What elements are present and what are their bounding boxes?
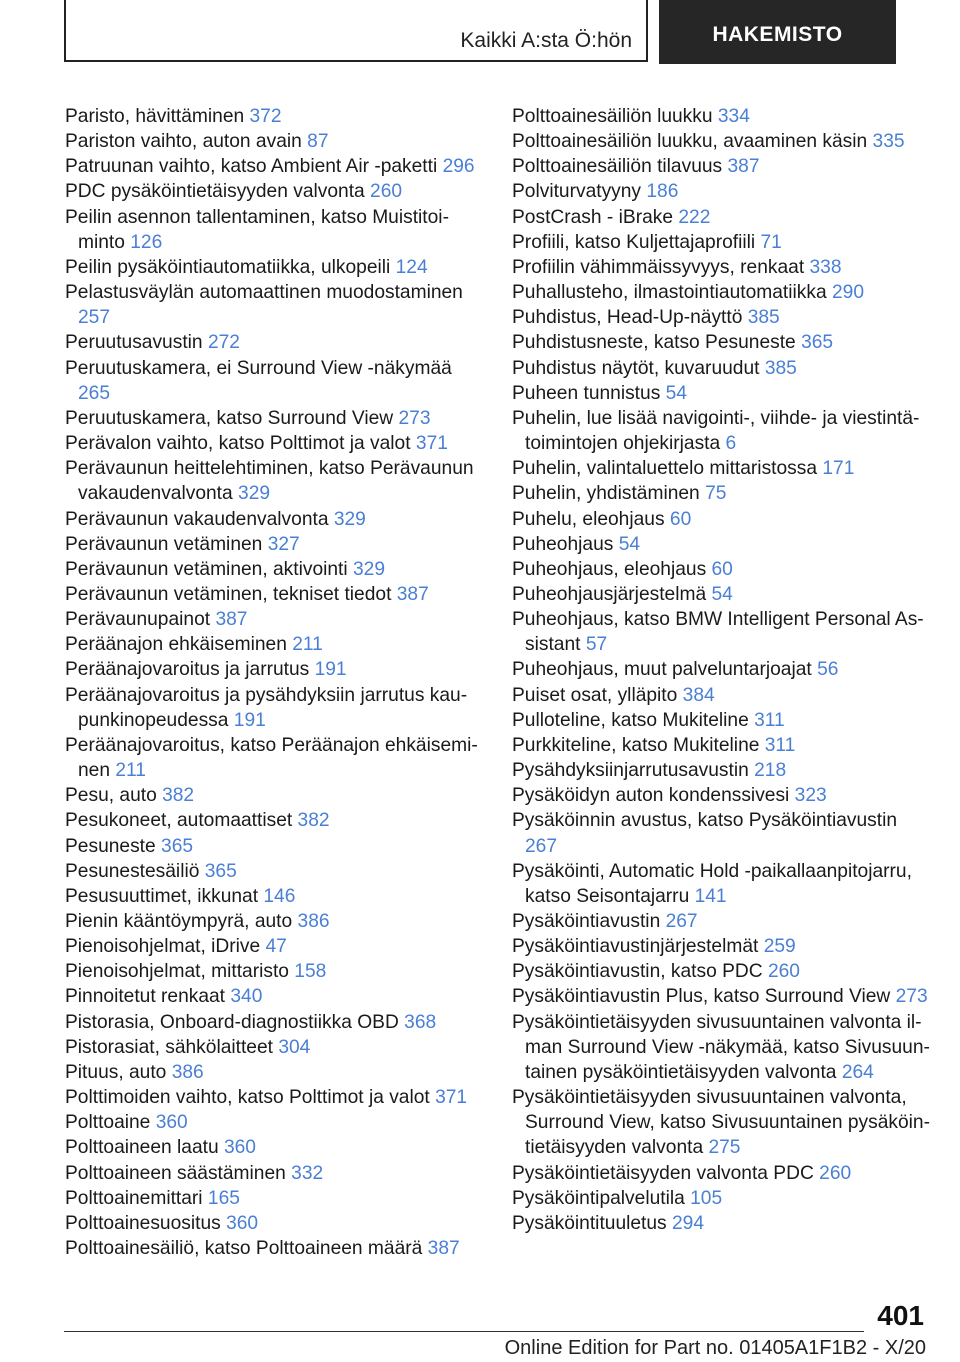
page-link[interactable]: 329 (238, 483, 271, 505)
index-entry-text: Peräänajon ehkäiseminen (65, 634, 287, 656)
index-entry (65, 582, 485, 607)
index-entry (65, 179, 485, 204)
index-entry-text: Paristo, hävittäminen (65, 106, 245, 127)
index-entry-text: Pesukoneet, automaattiset (65, 810, 293, 832)
index-entry-text: Pulloteline, katso Mukiteline (512, 709, 749, 731)
page-link[interactable]: 327 (267, 533, 300, 555)
index-entry (65, 657, 485, 682)
index-entry (65, 255, 485, 280)
index-entry (512, 783, 932, 808)
page-link[interactable]: 260 (767, 961, 800, 983)
index-entry-text: Pysäköintietäisyyden valvonta PDC (512, 1162, 814, 1184)
page-link[interactable]: 338 (809, 256, 842, 278)
index-entry-text: Puhdistusneste, katso Pesuneste (512, 332, 796, 354)
page-link[interactable]: 267 (525, 835, 558, 857)
page-link[interactable]: 222 (678, 206, 711, 228)
index-entry-text: Polttoaineen säästäminen (65, 1162, 286, 1184)
index-entry-text: Pysäköintituuletus (512, 1212, 667, 1234)
page-link[interactable]: 259 (763, 936, 796, 958)
page-link[interactable]: 126 (130, 231, 163, 253)
index-entry (512, 255, 932, 280)
index-entry (512, 934, 932, 959)
index-entry-text: Peräänajovaroitus ja jarrutus (65, 659, 310, 681)
page-link[interactable]: 385 (747, 307, 780, 329)
index-entry-text: Pituus, auto (65, 1061, 167, 1083)
page-link[interactable]: 265 (78, 382, 111, 404)
index-entry-text: Polttoaine (65, 1112, 151, 1134)
index-entry (65, 959, 485, 984)
index-entry (65, 356, 485, 406)
index-entry-text: Pistorasiat, sähkölaitteet (65, 1036, 273, 1058)
index-entry-text: Perävaunun vetäminen, aktivointi (65, 558, 348, 580)
page-link[interactable]: 257 (78, 307, 111, 329)
index-entry-text: Polttoainesäiliön luukku (512, 106, 713, 127)
index-entry-text: Pesunestesäiliö (65, 860, 200, 882)
tab-a-to-z-label: Kaikki A:sta Ö:hön (460, 29, 632, 52)
page-link[interactable]: 171 (822, 458, 855, 480)
index-entry (65, 1186, 485, 1211)
page-link[interactable]: 290 (831, 282, 864, 304)
page-link[interactable]: 273 (398, 407, 431, 429)
index-entry (512, 733, 932, 758)
tab-a-to-z[interactable] (64, 0, 648, 62)
index-entry-text: Perävaunun vetäminen (65, 533, 263, 555)
index-entry (65, 1035, 485, 1060)
index-entry-text: Perävaunupainot (65, 609, 211, 631)
index-entry (512, 507, 932, 532)
index-entry-text: Peilin asennon tallentaminen, katso Muistitoiminto (65, 206, 449, 253)
index-entry (65, 557, 485, 582)
page-link[interactable]: 386 (297, 911, 330, 932)
page-link[interactable]: 329 (333, 508, 366, 530)
index-entry (65, 406, 485, 431)
index-entry-text: Peräänajovaroitus ja pysähdyksiin jarrutus kaupunkinopeudessa (65, 684, 468, 731)
index-entry (65, 330, 485, 355)
index-entry-text: Polttoainesuositus (65, 1212, 221, 1234)
index-entry-text: Pesusuuttimet, ikkunat (65, 885, 259, 907)
index-entry (512, 104, 932, 129)
index-entry (512, 959, 932, 984)
index-entry (65, 1085, 485, 1110)
index-entry (65, 280, 485, 330)
page-link[interactable]: 360 (155, 1112, 188, 1134)
page-link[interactable]: 334 (717, 106, 750, 127)
page-link[interactable]: 272 (207, 332, 240, 354)
index-entry (512, 356, 932, 381)
index-entry-text: Pelastusväylän automaattinen muodostaminen (65, 282, 463, 304)
index-entry (512, 657, 932, 682)
index-entry-text: Pysäköinti, Automatic Hold ‑paikallaanpitojarru, katso Seisontajarru (512, 860, 912, 907)
index-entry-text: Puheohjaus, eleohjaus (512, 558, 707, 580)
page-link[interactable]: 6 (725, 433, 737, 455)
page-link[interactable]: 387 (396, 583, 429, 605)
index-entry-text: Puheen tunnistus (512, 382, 661, 404)
index-entry (65, 632, 485, 657)
page-link[interactable]: 105 (690, 1187, 723, 1209)
index-entry (65, 1135, 485, 1160)
index-entry-text: Patruunan vaihto, katso Ambient Air ‑paketti (65, 156, 438, 178)
page-link[interactable]: 260 (819, 1162, 852, 1184)
index-entry (512, 330, 932, 355)
page-link[interactable]: 186 (646, 181, 679, 203)
index-entry-text: Pysähdyksiinjarrutusavustin (512, 760, 749, 782)
index-entry-text: Puheohjausjärjestelmä (512, 583, 707, 605)
page-link[interactable]: 54 (665, 382, 687, 404)
page-link[interactable]: 386 (171, 1061, 204, 1083)
index-entry-text: Puhallusteho, ilmastointiautomatiikka (512, 282, 827, 304)
index-entry-text: Pysäköintietäisyyden sivusuuntainen valvonta ilman Surround View ‑näkymää, katso Sivusuuntainen pysäköintietäisyyden valvonta (512, 1011, 930, 1083)
page-link[interactable]: 360 (223, 1137, 256, 1159)
index-entry (512, 1085, 932, 1160)
index-entry-text: Pienoisohjelmat, iDrive (65, 936, 261, 958)
index-entry (512, 280, 932, 305)
index-entry-text: Pienin kääntöympyrä, auto (65, 911, 293, 932)
index-entry-text: Perävaunun vakaudenvalvonta (65, 508, 329, 530)
footer-divider (64, 1331, 864, 1332)
index-entry-text: Polttoainesäiliön luukku, avaaminen käsin (512, 131, 868, 153)
page-link[interactable]: 47 (265, 936, 287, 958)
page-link[interactable]: 387 (727, 156, 760, 178)
index-entry (65, 909, 485, 934)
page-link[interactable]: 60 (711, 558, 733, 580)
page-link[interactable]: 275 (708, 1137, 741, 1159)
page-link[interactable]: 368 (404, 1011, 437, 1033)
page-link[interactable]: 146 (263, 885, 296, 907)
index-entry (65, 532, 485, 557)
index-entry-text: Pinnoitetut renkaat (65, 986, 226, 1008)
page-link[interactable]: 296 (442, 156, 475, 178)
page-link[interactable]: 382 (162, 785, 195, 807)
page-link[interactable]: 57 (585, 634, 608, 656)
index-entry (65, 1161, 485, 1186)
page-link[interactable]: 124 (395, 256, 428, 278)
page-link[interactable]: 60 (669, 508, 692, 530)
index-entry (512, 481, 932, 506)
index-entry-text: Pysäköintiavustinjärjestelmät (512, 936, 759, 958)
index-entry (65, 1010, 485, 1035)
page-number: 401 (877, 1300, 924, 1331)
index-entry (512, 381, 932, 406)
index-entry-text: Pysäköintiavustin, katso PDC (512, 961, 763, 983)
index-entry-text: Peilin pysäköintiautomatiikka, ulkopeili (65, 256, 391, 278)
index-entry (512, 582, 932, 607)
index-entry (65, 607, 485, 632)
page-link[interactable]: 56 (817, 659, 839, 681)
index-entry (512, 607, 932, 657)
index-entry-text: Pysäköidyn auton kondenssivesi (512, 785, 790, 807)
index-entry (65, 733, 485, 783)
page-link[interactable]: 141 (694, 885, 727, 907)
index-entry-text: Pariston vaihto, auton avain (65, 131, 302, 153)
index-entry (65, 859, 485, 884)
page-link[interactable]: 158 (294, 961, 327, 983)
index-entry-text: Puheohjaus (512, 533, 614, 555)
index-entry-text: Puhelu, eleohjaus (512, 508, 665, 530)
index-entry (65, 456, 485, 506)
index-entry (512, 1161, 932, 1186)
page-link[interactable]: 385 (764, 357, 797, 379)
index-entry-text: Purkkiteline, katso Mukiteline (512, 734, 760, 756)
index-column-left (65, 104, 485, 1261)
page-link[interactable]: 165 (207, 1187, 240, 1209)
index-entry-text: Polviturvatyyny (512, 181, 642, 203)
index-entry-text: Peruutuskamera, ei Surround View ‑näkymää (65, 357, 452, 379)
index-entry (65, 129, 485, 154)
index-entry (512, 1010, 932, 1085)
index-entry-text: Profiili, katso Kuljettajaprofiili (512, 231, 756, 253)
index-entry-text: Pistorasia, Onboard-diagnostiikka OBD (65, 1011, 399, 1033)
page-link[interactable]: 54 (618, 533, 641, 555)
index-entry-text: Puheohjaus, muut palveluntarjoajat (512, 659, 812, 681)
page-link[interactable]: 264 (841, 1061, 874, 1083)
index-entry-text: Peräänajovaroitus, katso Peräänajon ehkäiseminen (65, 734, 478, 782)
index-entry-text: Pienoisohjelmat, mittaristo (65, 961, 289, 983)
index-entry-text: Puhelin, valintaluettelo mittaristossa (512, 458, 818, 480)
tab-index-label: HAKEMISTO (712, 23, 843, 46)
index-entry (65, 834, 485, 859)
page-link[interactable]: 360 (226, 1212, 259, 1234)
index-entry-text: Puhdistus, Head-Up-näyttö (512, 307, 743, 329)
index-entry-text: Pesu, auto (65, 785, 157, 807)
index-entry-text: Profiilin vähimmäissyvyys, renkaat (512, 256, 805, 278)
index-entry-text: Pysäköintiavustin Plus, katso Surround View (512, 986, 891, 1008)
index-entry-text: Peruutuskamera, katso Surround View (65, 407, 394, 429)
index-entry (512, 708, 932, 733)
page-link[interactable]: 191 (314, 659, 347, 681)
index-entry (65, 431, 485, 456)
index-entry-text: Puhelin, lue lisää navigointi-, viihde- ja viestintätoimintojen ohjekirjasta (512, 407, 920, 455)
page-link[interactable]: 304 (278, 1036, 311, 1058)
index-entry (512, 909, 932, 934)
index-entry (512, 984, 932, 1009)
index-entry (65, 1211, 485, 1236)
tab-index[interactable] (659, 0, 896, 64)
index-entry (65, 1060, 485, 1085)
index-entry-text: Polttoaineen laatu (65, 1137, 219, 1159)
page-header (64, 0, 896, 64)
index-entry-text: Polttimoiden vaihto, katso Polttimot ja valot (65, 1087, 430, 1109)
page-link[interactable]: 365 (204, 860, 237, 882)
page-link[interactable]: 387 (215, 609, 248, 631)
index-entry-text: Puhelin, yhdistäminen (512, 483, 700, 505)
page-link[interactable]: 267 (665, 911, 698, 932)
page-link[interactable]: 191 (233, 709, 266, 731)
index-entry-text: Puhdistus näytöt, kuvaruudut (512, 357, 760, 379)
index-entry (512, 1211, 932, 1236)
page-link[interactable]: 311 (754, 709, 785, 731)
index-entry-text: Puheohjaus, katso BMW Intelligent Personal Assistant (512, 609, 924, 656)
index-entry (65, 205, 485, 255)
page-link[interactable]: 384 (682, 684, 715, 706)
index-entry (65, 1236, 485, 1261)
index-entry (65, 783, 485, 808)
index-entry-text: PDC pysäköintietäisyyden valvonta (65, 181, 365, 203)
index-entry (512, 305, 932, 330)
index-entry-text: Perävaunun heittelehtiminen, katso Perävaunun vakaudenvalvonta (65, 458, 474, 505)
index-entry (512, 758, 932, 783)
index-entry-text: Perävaunun vetäminen, tekniset tiedot (65, 583, 392, 605)
index-entry-text: Perävalon vaihto, katso Polttimot ja valot (65, 433, 411, 455)
index-entry-text: Peruutusavustin (65, 332, 203, 354)
page-link[interactable]: 365 (801, 332, 834, 354)
index-entry (65, 683, 485, 733)
index-entry-text: PostCrash - iBrake (512, 206, 674, 228)
page-link[interactable]: 332 (291, 1162, 324, 1184)
page-link[interactable]: 365 (161, 835, 194, 857)
edition-text: Online Edition for Part no. 01405A1F1B2 - X/20 (504, 1337, 926, 1359)
index-entry (512, 205, 932, 230)
index-entry (65, 104, 485, 129)
page-link[interactable]: 329 (353, 558, 386, 580)
page-link[interactable]: 311 (764, 734, 796, 756)
page-link[interactable]: 211 (292, 634, 323, 656)
index-entry (512, 532, 932, 557)
index-entry (512, 557, 932, 582)
page-link[interactable]: 294 (672, 1212, 705, 1234)
index-column-right (512, 104, 932, 1236)
index-entry (65, 934, 485, 959)
index-entry (512, 154, 932, 179)
index-entry-text: Pysäköinnin avustus, katso Pysäköintiavustin (512, 810, 898, 832)
page-link[interactable]: 335 (872, 131, 905, 153)
page-link[interactable]: 211 (115, 760, 146, 782)
page-link[interactable]: 340 (230, 986, 263, 1008)
index-entry (65, 1110, 485, 1135)
page-link[interactable]: 372 (249, 106, 282, 127)
page-link[interactable]: 75 (705, 483, 727, 505)
index-entry (65, 808, 485, 833)
page-link[interactable]: 273 (895, 986, 928, 1008)
page-link[interactable]: 371 (435, 1087, 468, 1109)
index-entry (512, 179, 932, 204)
index-entry-text: Pysäköintiavustin (512, 911, 661, 932)
index-entry (512, 683, 932, 708)
index-entry (512, 1186, 932, 1211)
page-link[interactable]: 323 (794, 785, 827, 807)
index-entry (512, 230, 932, 255)
page-link[interactable]: 260 (370, 181, 403, 203)
page-link[interactable]: 87 (307, 131, 329, 153)
index-entry (65, 507, 485, 532)
index-entry-text: Puiset osat, ylläpito (512, 684, 678, 706)
index-entry-text: Polttoainesäiliö, katso Polttoaineen määrä (65, 1238, 423, 1260)
page-link[interactable]: 382 (297, 810, 330, 832)
index-entry-text: Pesuneste (65, 835, 156, 857)
index-entry (65, 984, 485, 1009)
page-link[interactable]: 71 (760, 231, 782, 253)
page-link[interactable]: 54 (711, 583, 733, 605)
index-entry (65, 154, 485, 179)
page-link[interactable]: 387 (427, 1238, 460, 1260)
index-entry-text: Polttoainesäiliön tilavuus (512, 156, 723, 178)
index-entry (512, 859, 932, 909)
index-entry (512, 406, 932, 456)
index-entry-text: Polttoainemittari (65, 1187, 203, 1209)
index-entry-text: Pysäköintipalvelutila (512, 1187, 685, 1209)
index-entry (65, 884, 485, 909)
index-entry-text: Pysäköintietäisyyden sivusuuntainen valvonta, Surround View, katso Sivusuuntainen pysäköintietäisyyden valvonta (512, 1087, 930, 1159)
page-link[interactable]: 371 (415, 433, 448, 455)
index-entry (512, 808, 932, 858)
index-entry (512, 456, 932, 481)
page-link[interactable]: 218 (754, 760, 787, 782)
index-entry (512, 129, 932, 154)
